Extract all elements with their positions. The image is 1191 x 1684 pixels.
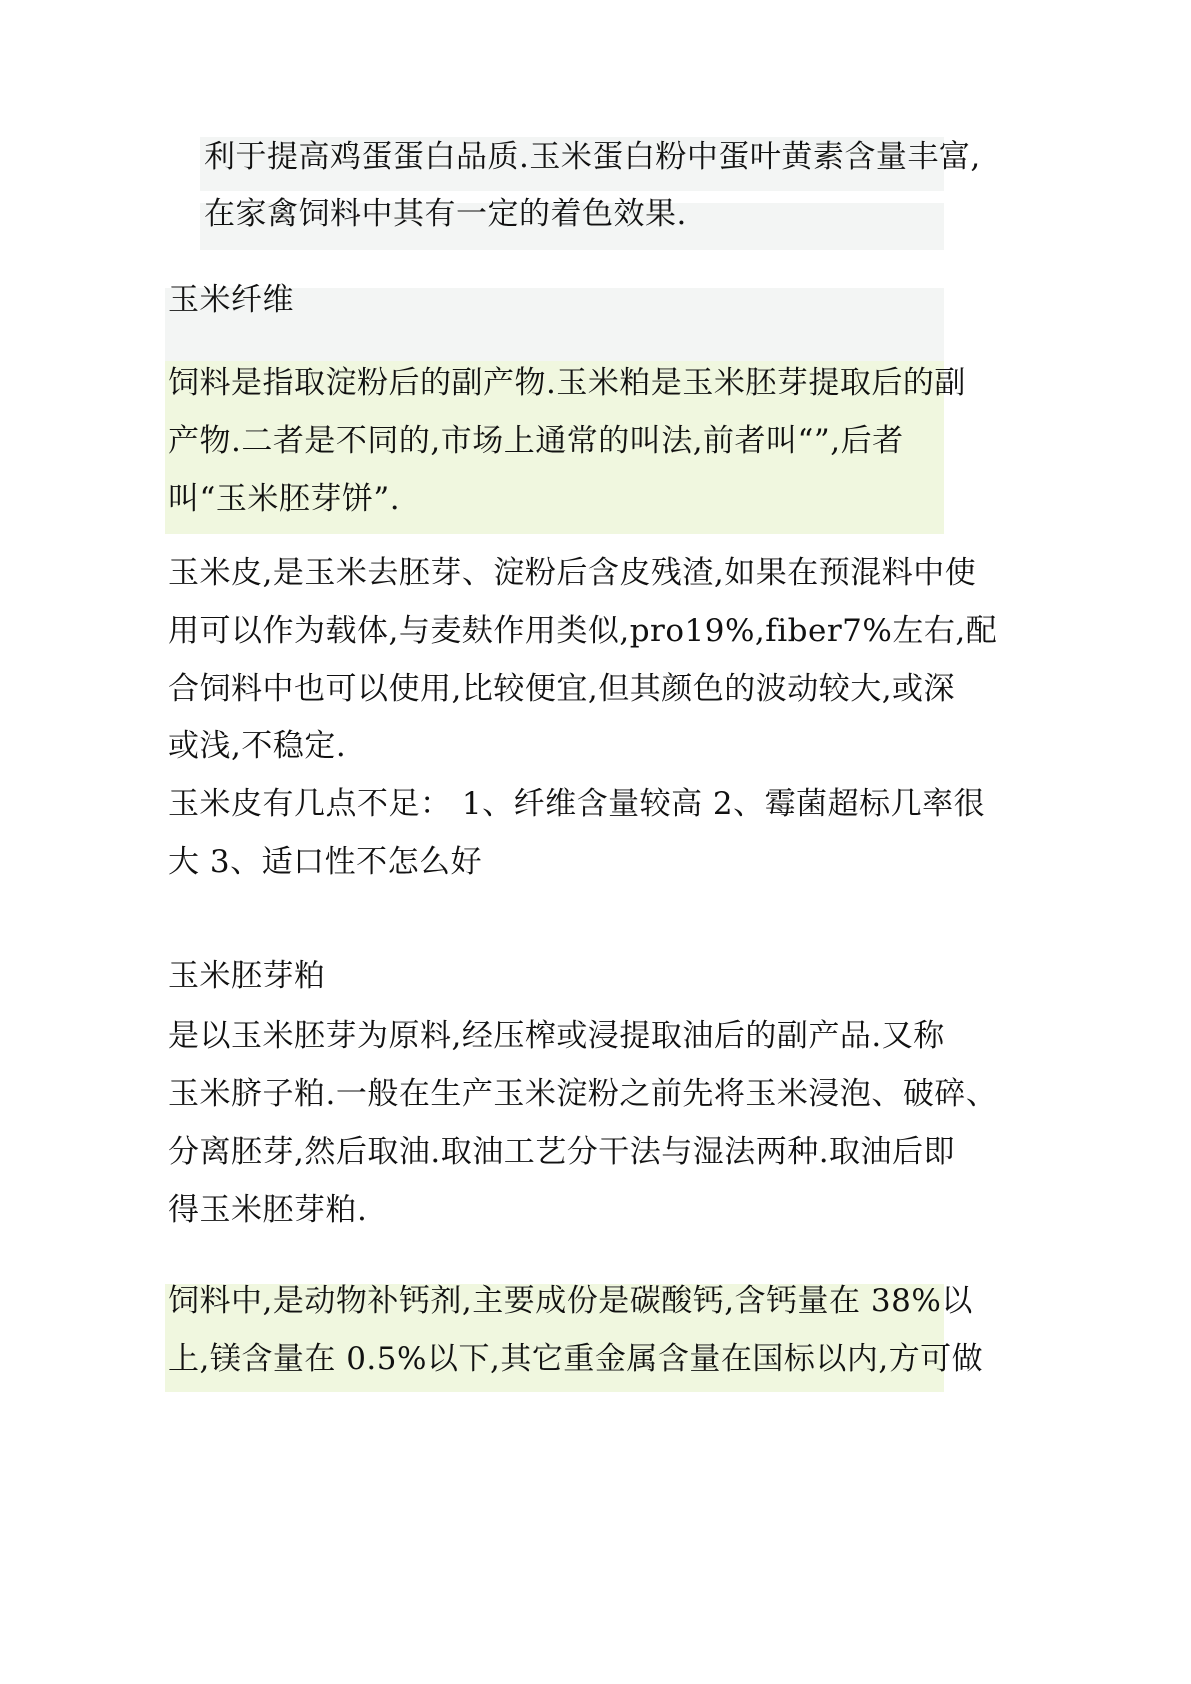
bran-shortcomings-line: 玉米皮有几点不足： 1、纤维含量较高 2、霉菌超标几率很 — [168, 786, 986, 822]
germ-meal-line: 玉米脐子粕.一般在生产玉米淀粉之前先将玉米浸泡、破碎、 — [168, 1076, 998, 1112]
fiber-def-line: 产物.二者是不同的,市场上通常的叫法,前者叫“”,后者 — [168, 423, 904, 459]
intro-line: 利于提高鸡蛋蛋白品质.玉米蛋白粉中蛋叶黄素含量丰富, — [204, 139, 981, 175]
germ-meal-line: 是以玉米胚芽为原料,经压榨或浸提取油后的副产品.又称 — [168, 1018, 945, 1054]
bran-line: 用可以作为载体,与麦麸作用类似,pro19%,fiber7%左右,配 — [168, 613, 998, 649]
germ-meal-heading: 玉米胚芽粕 — [168, 958, 326, 994]
germ-meal-line: 得玉米胚芽粕. — [168, 1192, 368, 1228]
bran-line: 玉米皮,是玉米去胚芽、淀粉后含皮残渣,如果在预混料中使 — [168, 555, 977, 591]
calcium-line: 上,镁含量在 0.5%以下,其它重金属含量在国标以内,方可做 — [168, 1341, 984, 1377]
fiber-heading: 玉米纤维 — [168, 282, 294, 318]
fiber-def-line: 饲料是指取淀粉后的副产物.玉米粕是玉米胚芽提取后的副 — [168, 365, 966, 401]
germ-meal-line: 分离胚芽,然后取油.取油工艺分干法与湿法两种.取油后即 — [168, 1134, 956, 1170]
bran-line: 或浅,不稳定. — [168, 728, 347, 764]
calcium-line: 饲料中,是动物补钙剂,主要成份是碳酸钙,含钙量在 38%以 — [168, 1283, 973, 1319]
intro-line: 在家禽饲料中其有一定的着色效果. — [204, 196, 687, 232]
bran-shortcomings-line: 大 3、适口性不怎么好 — [168, 844, 483, 880]
fiber-def-line: 叫“玉米胚芽饼”. — [168, 481, 401, 517]
bran-line: 合饲料中也可以使用,比较便宜,但其颜色的波动较大,或深 — [168, 671, 956, 707]
